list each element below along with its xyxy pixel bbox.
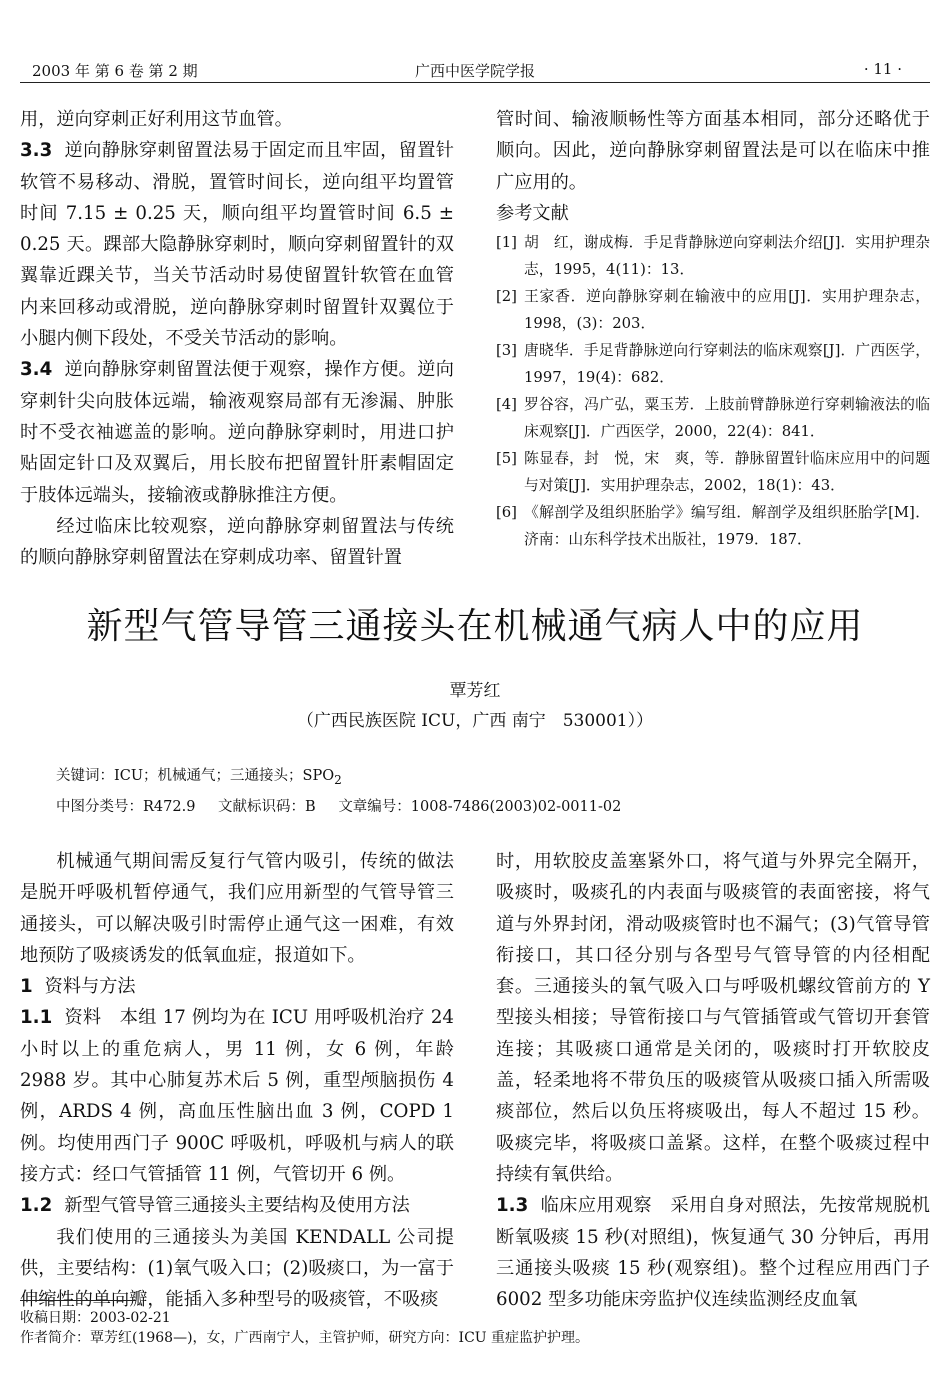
article-number: 文章编号：1008-7486(2003)02-0011-02 xyxy=(338,799,622,815)
paragraph-text: 用，逆向穿刺正好利用这节血管。 xyxy=(20,109,293,130)
reference-text: 王家香．逆向静脉穿刺在输液中的应用[J]．实用护理杂志，1998，(3)：203． xyxy=(524,288,930,333)
body-left-paragraph xyxy=(20,1002,454,1190)
article-right-column xyxy=(496,846,930,1315)
body-left-paragraph xyxy=(20,1222,454,1316)
reference-text: 陈显春，封 悦，宋 爽，等．静脉留置针临床应用中的问题与对策[J]．实用护理杂志，2002，18(1)：43． xyxy=(524,450,930,495)
article-left-column xyxy=(20,846,454,1315)
references-heading: 参考文献 xyxy=(496,202,569,224)
journal-name: 广西中医学院学报 xyxy=(414,62,535,80)
prev-article-left-column xyxy=(20,104,454,573)
reference-text: 《解剖学及组织胚胎学》编写组．解剖学及组织胚胎学[M]．济南：山东科学技术出版社，1979．187． xyxy=(524,504,930,549)
section-number: 1.2 xyxy=(20,1195,53,1217)
prev-conclusion: 管时间、输液顺畅性等方面基本相同，部分还略优于顺向。因此，逆向静脉穿刺留置法是可以在临床中推广应用的。 xyxy=(496,109,930,193)
page-number: · 11 · xyxy=(863,60,902,78)
body-right-paragraph xyxy=(496,1190,930,1315)
running-header xyxy=(20,56,930,80)
reference-number: [3] xyxy=(496,342,517,360)
reference-number: [6] xyxy=(496,504,517,522)
reference-number: [4] xyxy=(496,396,517,414)
keywords xyxy=(56,764,342,787)
reference-item xyxy=(496,499,930,553)
paragraph-text: 逆向静脉穿刺留置法便于观察，操作方便。逆向穿刺针尖向肢体远端，输液观察局部有无渗漏、肿胀时不受衣袖遮盖的影响。逆向静脉穿刺时，用进口护贴固定针口及双翼后，用长胶布把留置针肝素帽固定于肢体远端头，接输液或静脉推注方便。 xyxy=(20,359,454,506)
reference-item xyxy=(496,229,930,283)
reference-item xyxy=(496,283,930,337)
prev-left-paragraph xyxy=(20,511,454,574)
section-number: 1.3 xyxy=(496,1195,529,1217)
reference-number: [2] xyxy=(496,288,517,306)
footnote-rule xyxy=(20,1300,136,1301)
paragraph-text: 时，用软胶皮盖塞紧外口，将气道与外界完全隔开，吸痰时，吸痰孔的内表面与吸痰管的表面密接，将气道与外界封闭，滑动吸痰管时也不漏气；(3)气管导管衔接口，其口径分别与各型号气管导管的内径相配套。三通接头的氧气吸入口与呼吸机螺纹管前方的 Y 型接头相接；导管衔接口与气管插管或气管切开套管连接；其吸痰口通常是关闭的，吸痰时打开软胶皮盖，轻柔地将不带负压的吸痰管从吸痰口插入所需吸痰部位，然后以负压将痰吸出，每人不超过 15 秒。吸痰完毕，将吸痰口盖紧。这样，在整个吸痰过程中持续有氧供给。 xyxy=(496,851,930,1185)
body-left-paragraph xyxy=(20,971,454,1002)
journal-issue: 2003 年 第 6 卷 第 2 期 xyxy=(32,62,198,80)
reference-number: [5] xyxy=(496,450,517,468)
prev-left-paragraph xyxy=(20,104,454,135)
reference-number: [1] xyxy=(496,234,517,252)
article-author: 覃芳红 xyxy=(449,681,501,701)
paragraph-text: 临床应用观察 采用自身对照法，先按常规脱机断氧吸痰 15 秒(对照组)，恢复通气 30 分钟后，再用三通接头吸痰 15 秒(观察组)。整个过程应用西门子 6002 型多功能床旁监护仪连续监测经皮血氧 xyxy=(496,1195,930,1311)
keywords-label: 关键词： xyxy=(56,768,114,784)
article-title: 新型气管导管三通接头在机械通气病人中的应用 xyxy=(86,606,864,647)
footnote xyxy=(20,1308,589,1348)
keywords-subscript: 2 xyxy=(334,772,342,787)
clc-number: 中图分类号：R472.9 xyxy=(56,799,196,815)
prev-article-right-column xyxy=(496,104,930,553)
reference-text: 罗谷容，冯广弘，粟玉芳．上肢前臂静脉逆行穿刺输液法的临床观察[J]．广西医学，2000，22(4)：841． xyxy=(524,396,930,441)
received-date: 收稿日期：2003-02-21 xyxy=(20,1310,171,1326)
paragraph-text: 新型气管导管三通接头主要结构及使用方法 xyxy=(64,1195,410,1217)
reference-item xyxy=(496,445,930,499)
reference-item xyxy=(496,337,930,391)
section-number: 1 xyxy=(20,976,33,998)
paragraph-text: 资料与方法 xyxy=(44,976,136,998)
reference-text: 唐晓华．手足背静脉逆向行穿刺法的临床观察[J]．广西医学，1997，19(4)：682． xyxy=(524,342,930,387)
classification-line xyxy=(56,795,639,816)
paragraph-text: 逆向静脉穿刺留置法易于固定而且牢固，留置针软管不易移动、滑脱，置管时间长，逆向组平均置管时间 7.15 ± 0.25 天，顺向组平均置管时间 6.5 ± 0.25 天。踝部大隐静脉穿刺时，顺向穿刺留置针的双翼靠近踝关节，当关节活动时易使留置针软管在血管内来回移动或滑脱，逆向静脉穿刺时留置针双翼位于小腿内侧下段处，不受关节活动的影响。 xyxy=(20,140,454,350)
section-number: 3.3 xyxy=(20,140,53,162)
section-number: 1.1 xyxy=(20,1007,53,1029)
reference-list xyxy=(496,229,930,553)
reference-text: 胡 红，谢成梅．手足背静脉逆向穿刺法介绍[J]．实用护理杂志，1995，4(11)：13． xyxy=(524,234,930,279)
paragraph-text: 经过临床比较观察，逆向静脉穿刺留置法与传统的顺向静脉穿刺留置法在穿刺成功率、留置针置 xyxy=(20,515,454,569)
keywords-text: ICU；机械通气；三通接头；SPO xyxy=(114,768,335,784)
body-left-paragraph xyxy=(20,1190,454,1221)
author-bio: 作者简介：覃芳红(1968—)，女，广西南宁人，主管护师，研究方向：ICU 重症监护护理。 xyxy=(20,1330,590,1346)
body-right-paragraph xyxy=(496,846,930,1190)
prev-left-paragraph xyxy=(20,135,454,354)
body-left-paragraph xyxy=(20,846,454,971)
reference-item xyxy=(496,391,930,445)
article-affiliation: （广西民族医院 ICU，广西 南宁 530001）） xyxy=(296,711,654,731)
section-number: 3.4 xyxy=(20,359,53,381)
prev-left-paragraph xyxy=(20,354,454,510)
paragraph-text: 机械通气期间需反复行气管内吸引，传统的做法是脱开呼吸机暂停通气，我们应用新型的气管导管三通接头，可以解决吸引时需停止通气这一困难，有效地预防了吸痰诱发的低氧血症，报道如下。 xyxy=(20,851,454,966)
paragraph-text: 资料 本组 17 例均为在 ICU 用呼吸机治疗 24 小时以上的重危病人，男 11 例，女 6 例，年龄 2988 岁。其中心肺复苏术后 5 例，重型颅脑损伤 4 例，ARDS 4 例，高血压性脑出血 3 例，COPD 1 例。均使用西门子 900C 呼吸机，呼吸机与病人的联接方式：经口气管插管 11 例，气管切开 6 例。 xyxy=(20,1007,454,1185)
document-code: 文献标识码：B xyxy=(218,799,316,815)
header-rule xyxy=(20,82,930,83)
paragraph-text: 我们使用的三通接头为美国 KENDALL 公司提供，主要结构：(1)氧气吸入口；(2)吸痰口，为一富于伸缩性的单向瓣，能插入多种型号的吸痰管，不吸痰 xyxy=(20,1226,454,1311)
